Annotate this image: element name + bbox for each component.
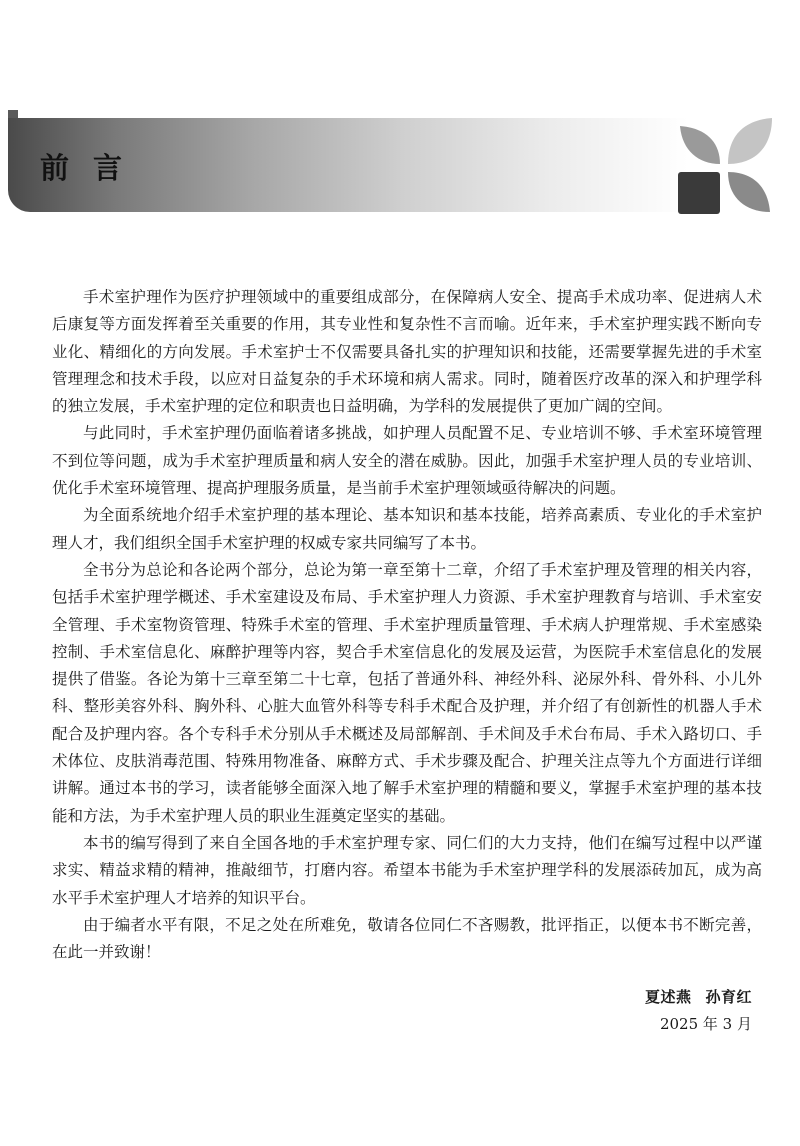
paragraph: 与此同时，手术室护理仍面临着诸多挑战，如护理人员配置不足、专业培训不够、手术室环境管理不到位等问题，成为手术室护理质量和病人安全的潜在威胁。因此，加强手术室护理人员的专业培训、优化手术室环境管理、提高护理服务质量，是当前手术室护理领域亟待解决的问题。 — [52, 424, 762, 498]
page-title: 前言 — [40, 151, 147, 185]
leaf-top-left — [680, 126, 720, 164]
preface-body — [52, 284, 762, 966]
paragraph: 本书的编写得到了来自全国各地的手术室护理专家、同仁们的大力支持，他们在编写过程中以严谨求实、精益求精的精神，推敲细节，打磨内容。希望本书能为手术室护理学科的发展添砖加瓦，成为高水平手术室护理人才培养的知识平台。 — [52, 833, 762, 907]
date: 2025 年 3 月 — [659, 1015, 752, 1033]
paragraph: 手术室护理作为医疗护理领域中的重要组成部分，在保障病人安全、提高手术成功率、促进病人术后康复等方面发挥着至关重要的作用，其专业性和复杂性不言而喻。近年来，手术室护理实践不断向专业化、精细化的方向发展。手术室护士不仅需要具备扎实的护理知识和技能，还需要掌握先进的手术室管理理念和技术手段，以应对日益复杂的手术环境和病人需求。同时，随着医疗改革的深入和护理学科的独立发展，手术室护理的定位和职责也日益明确，为学科的发展提供了更加广阔的空间。 — [52, 288, 762, 416]
paragraph: 全书分为总论和各论两个部分，总论为第一章至第十二章，介绍了手术室护理及管理的相关内容，包括手术室护理学概述、手术室建设及布局、手术室护理人力资源、手术室护理教育与培训、手术室安全管理、手术室物资管理、特殊手术室的管理、手术室护理质量管理、手术病人护理常规、手术室感染控制、手术室信息化、麻醉护理等内容，契合手术室信息化的发展及运营，为医院手术室信息化的发展提供了借鉴。各论为第十三章至第二十七章，包括了普通外科、神经外科、泌尿外科、骨外科、小儿外科、整形美容外科、胸外科、心脏大血管外科等专科手术配合及护理，并介绍了有创新性的机器人手术配合及护理内容。各个专科手术分别从手术概述及局部解剖、手术间及手术台布局、手术入路切口、手术体位、皮肤消毒范围、特殊用物准备、麻醉方式、手术步骤及配合、护理关注点等九个方面进行详细讲解。通过本书的学习，读者能够全面深入地了解手术室护理的精髓和要义，掌握手术室护理的基本技能和方法，为手术室护理人员的职业生涯奠定坚实的基础。 — [52, 560, 762, 825]
leaf-bottom-right — [728, 172, 770, 212]
leaf-top-right — [728, 118, 772, 164]
author-name: 夏述燕 — [644, 988, 692, 1006]
authors — [645, 984, 752, 1011]
author-name: 孙育红 — [705, 988, 752, 1006]
leaf-bottom-left — [678, 172, 720, 214]
signature-block — [645, 984, 752, 1038]
paragraph: 由于编者水平有限，不足之处在所难免，敬请各位同仁不吝赐教，批评指正，以便本书不断完善，在此一并致谢！ — [52, 915, 762, 962]
leaf-logo-icon — [668, 112, 778, 222]
paragraph: 为全面系统地介绍手术室护理的基本理论、基本知识和基本技能，培养高素质、专业化的手术室护理人才，我们组织全国手术室护理的权威专家共同编写了本书。 — [52, 506, 762, 552]
